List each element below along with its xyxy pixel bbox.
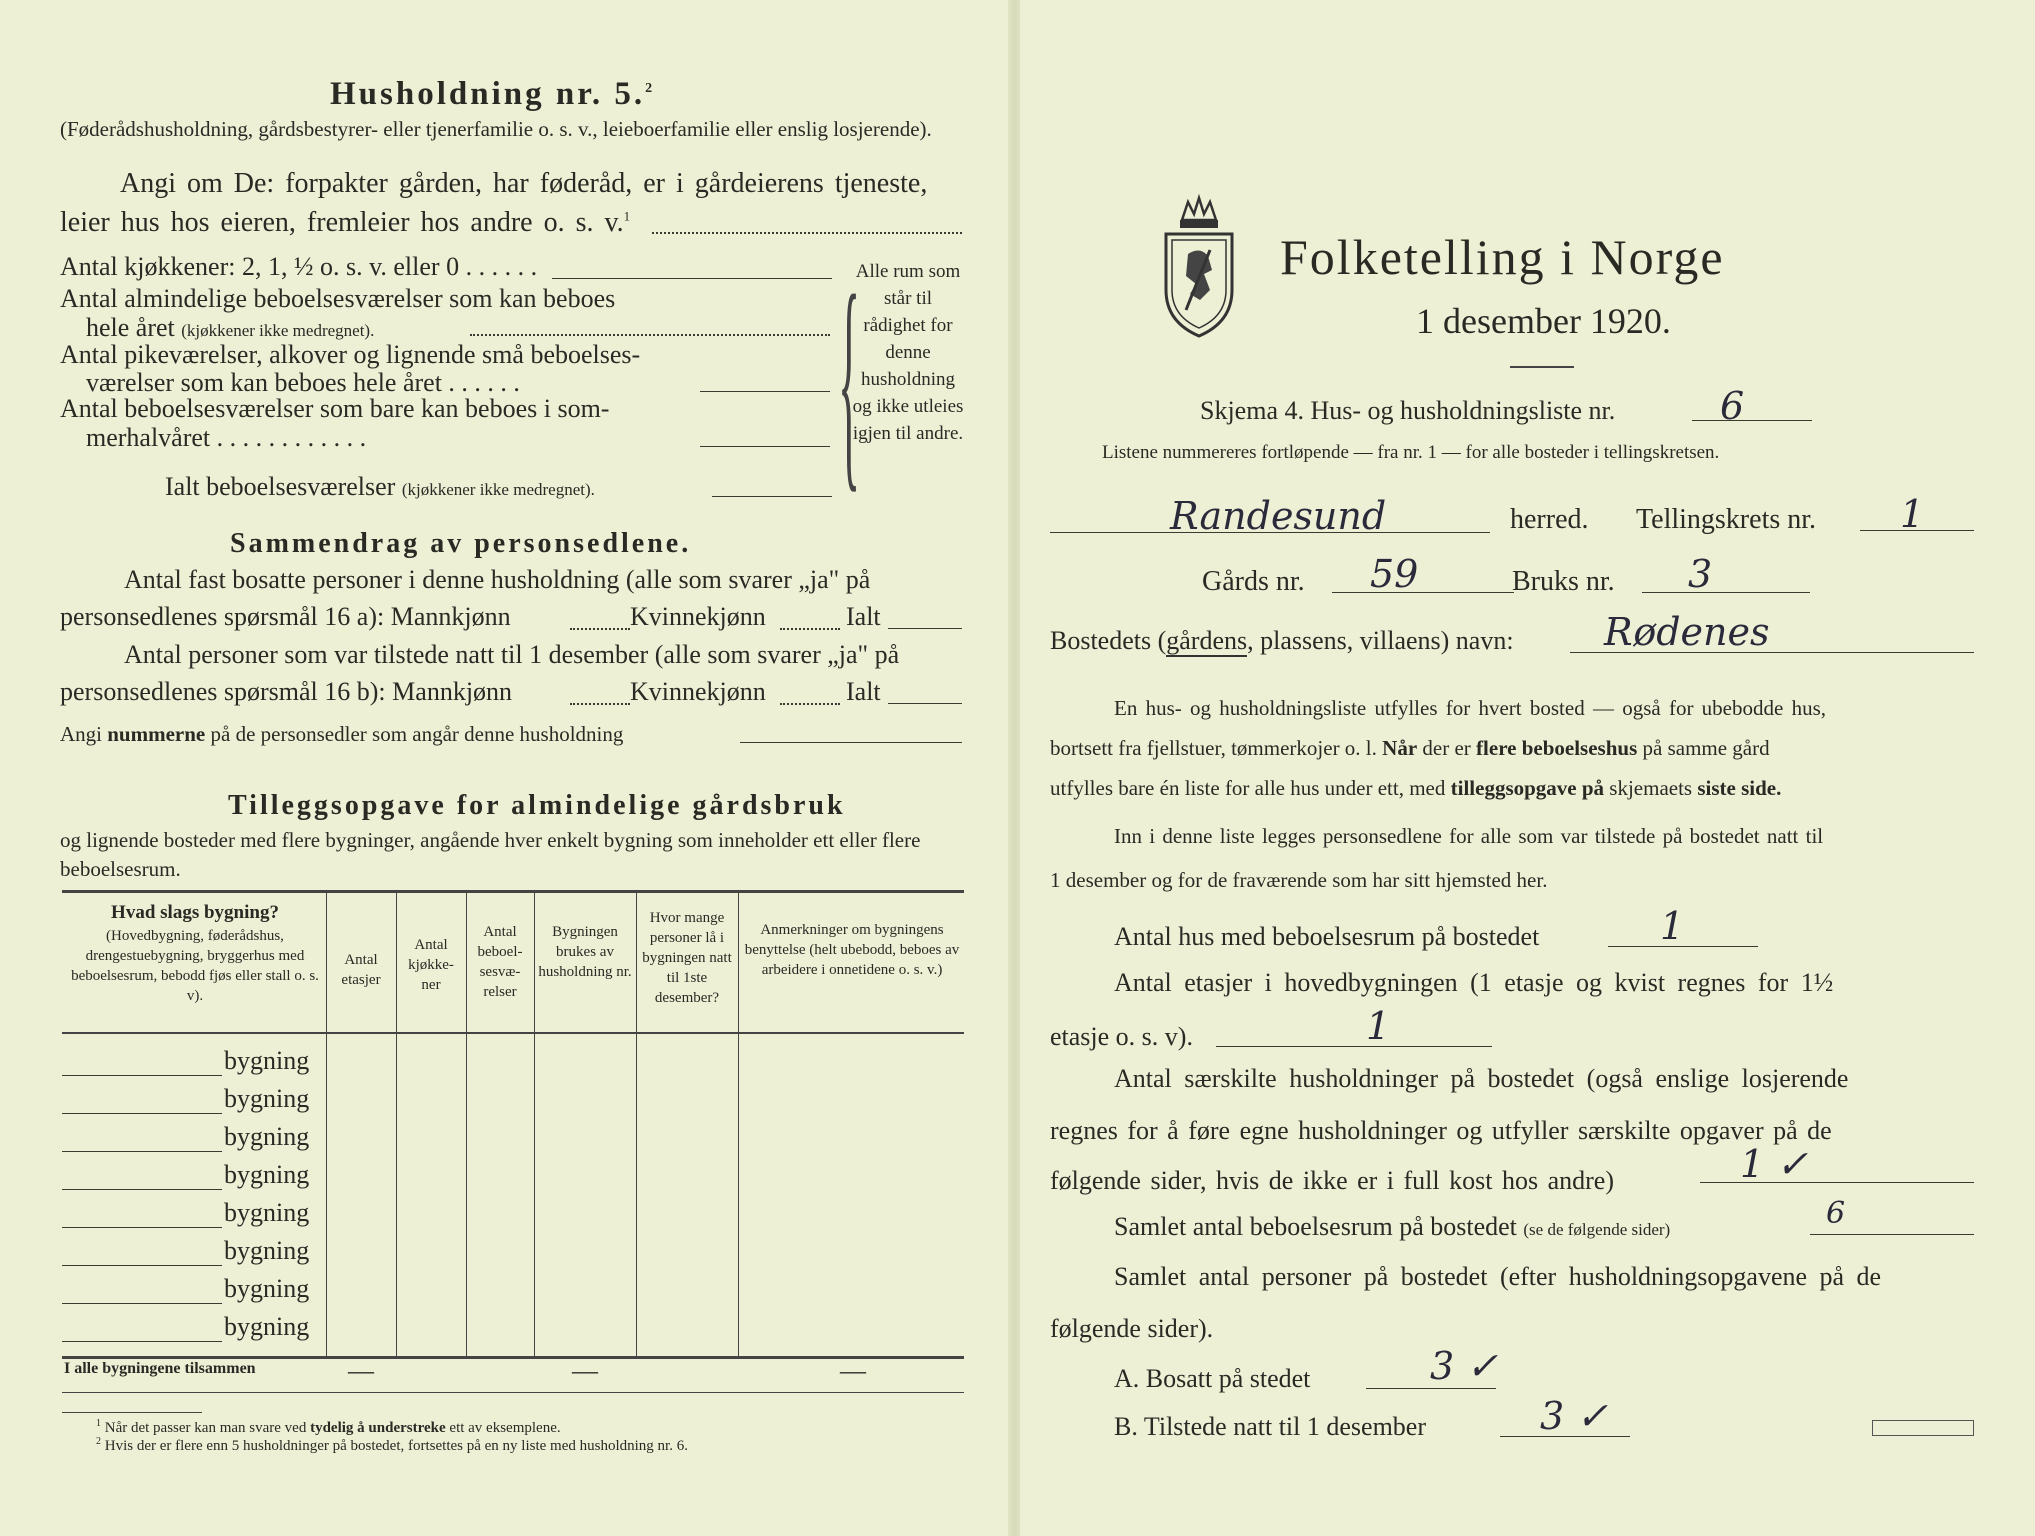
left-page xyxy=(0,0,1012,1536)
table-row-field[interactable] xyxy=(62,1113,222,1114)
present-female-label: Kvinnekjønn xyxy=(630,677,766,706)
summary-fast-line-1: Antal fast bosatte personer i denne husholdning (alle som svarer „ja" på xyxy=(124,565,871,594)
col-persons-header: Hvor mange personer lå i bygningen natt til 1ste desember? xyxy=(642,910,732,1006)
ordinary-rooms-label-1: Antal almindelige beboelsesværelser som kan beboes xyxy=(60,284,616,313)
intro-line-2: leier hus hos eieren, fremleier hos andre o. s. v.$^1$ xyxy=(60,207,631,238)
fast-female-field[interactable] xyxy=(780,628,840,630)
footnote-rule xyxy=(62,1412,202,1413)
fast-female-label: Kvinnekjønn xyxy=(630,602,766,631)
present-value: 3 ✓ xyxy=(1540,1394,1609,1438)
bruks-value: 3 xyxy=(1688,552,1713,596)
title-rule xyxy=(1510,366,1574,368)
col-rooms-header: Antal beboel- sesvæ- relser xyxy=(477,924,523,1000)
persons-label-2: følgende sider). xyxy=(1050,1314,1214,1343)
right-page xyxy=(1020,0,2035,1536)
table-bottom-rule xyxy=(62,1356,964,1359)
summer-rooms-label-2: merhalvåret . . . . . . . . . . . . xyxy=(86,423,367,452)
fast-total-label: Ialt xyxy=(846,602,881,631)
table-row-field[interactable] xyxy=(62,1227,222,1228)
maid-rooms-answer-line[interactable] xyxy=(700,391,830,392)
gards-field-line[interactable] xyxy=(1332,592,1514,593)
table-total-label: I alle bygningene tilsammen xyxy=(64,1360,256,1377)
table-row-label: bygning xyxy=(224,1274,310,1303)
resident-field-line[interactable] xyxy=(1366,1388,1496,1389)
table-total-rule xyxy=(62,1392,964,1393)
maid-rooms-label-2: værelser som kan beboes hele året . . . . . . xyxy=(86,368,520,397)
krets-value: 1 xyxy=(1900,492,1925,536)
table-row-field[interactable] xyxy=(62,1075,222,1076)
present-male-field[interactable] xyxy=(570,703,630,705)
present-female-field[interactable] xyxy=(780,703,840,705)
intro-answer-line[interactable] xyxy=(652,232,962,234)
table-row-field[interactable] xyxy=(62,1341,222,1342)
instructions-line-3: utfylles bare én liste for alle hus under ett, med tilleggsopgave på skjemaets siste side. xyxy=(1050,776,1782,800)
herred-value: Randesund xyxy=(1170,494,1387,538)
footnote-1: $^1$ Når det passer kan man svare ved tydelig å understreke ett av eksemplene. xyxy=(96,1418,561,1436)
printer-stamp xyxy=(1872,1420,1974,1436)
intro-line-1: Angi om De: forpakter gården, har føderåd, er i gårdeierens tjeneste, xyxy=(120,168,928,199)
supplement-text: og lignende bosteder med flere bygninger, angående hver enkelt bygning som inneholder ett eller flere beboelsesrum. xyxy=(60,828,921,881)
col-kitchens-header: Antal kjøkke- ner xyxy=(408,937,454,993)
present-total-label: Ialt xyxy=(846,677,881,706)
total-floors-dash: — xyxy=(348,1356,374,1385)
census-title: Folketelling i Norge xyxy=(1280,229,1725,285)
rooms-bracket: { xyxy=(838,246,861,512)
norway-coat-of-arms-icon xyxy=(1160,190,1238,340)
rooms-total-field-line[interactable] xyxy=(1810,1234,1974,1235)
total-used-by-dash: — xyxy=(572,1356,598,1385)
rooms-bracket-note: Alle rum som står til rådighet for denne husholdning og ikke utleies igjen til andre. xyxy=(852,261,964,444)
person-numbers-field[interactable] xyxy=(740,742,962,743)
summer-rooms-label-1: Antal beboelsesværelser som bare kan beboes i som- xyxy=(60,394,610,423)
table-col-rule xyxy=(396,892,397,1356)
instructions-line-5: 1 desember og for de fraværende som har sitt hjemsted her. xyxy=(1050,868,1548,892)
instructions-line-1: En hus- og husholdningsliste utfylles for hvert bosted — også for ubebodde hus, xyxy=(1114,696,1826,720)
table-col-rule xyxy=(466,892,467,1356)
present-total-field[interactable] xyxy=(888,703,962,704)
households-label-1: Antal særskilte husholdninger på bostedet (også enslige losjerende xyxy=(1114,1064,1849,1093)
table-row-field[interactable] xyxy=(62,1189,222,1190)
ordinary-rooms-label-2: hele året (kjøkkener ikke medregnet). xyxy=(86,313,375,342)
schema-label: Skjema 4. Hus- og husholdningsliste nr. xyxy=(1200,396,1616,425)
table-row-field[interactable] xyxy=(62,1265,222,1266)
houses-label: Antal hus med beboelsesrum på bostedet xyxy=(1114,922,1540,951)
rooms-total-label: Samlet antal beboelsesrum på bostedet (se de følgende sider) xyxy=(1114,1212,1671,1241)
total-rooms-label: Ialt beboelsesværelser (kjøkkener ikke medregnet). xyxy=(165,472,595,501)
table-header-rule xyxy=(62,1032,964,1034)
households-label-2: regnes for å føre egne husholdninger og utfyller særskilte opgaver på de xyxy=(1050,1116,1832,1145)
schema-field-line[interactable] xyxy=(1692,420,1812,421)
table-row-label: bygning xyxy=(224,1236,310,1265)
floors-label-1: Antal etasjer i hovedbygningen (1 etasje og kvist regnes for 1½ xyxy=(1114,968,1834,997)
total-rooms-answer-line[interactable] xyxy=(712,496,832,497)
table-row-label: bygning xyxy=(224,1122,310,1151)
schema-value: 6 xyxy=(1720,384,1745,428)
resident-label: A. Bosatt på stedet xyxy=(1114,1364,1311,1393)
households-label-3: følgende sider, hvis de ikke er i full kost hos andre) xyxy=(1050,1166,1614,1195)
table-top-rule xyxy=(62,890,964,893)
household-title: Husholdning nr. 5.$^2$ xyxy=(330,76,656,112)
gards-label: Gårds nr. xyxy=(1202,566,1305,597)
resident-value: 3 ✓ xyxy=(1430,1344,1499,1388)
col-floors-header: Antal etasjer xyxy=(341,952,381,988)
table-col-rule xyxy=(636,892,637,1356)
bruks-label: Bruks nr. xyxy=(1512,566,1615,597)
fast-male-field[interactable] xyxy=(570,628,630,630)
table-row-label: bygning xyxy=(224,1160,310,1189)
table-row-label: bygning xyxy=(224,1198,310,1227)
households-value: 1 ✓ xyxy=(1740,1142,1809,1186)
col-used-by-header: Bygningen brukes av husholdning nr. xyxy=(538,924,632,980)
ordinary-rooms-answer-line[interactable] xyxy=(470,334,830,336)
table-col-rule xyxy=(738,892,739,1356)
summary-present-line-1: Antal personer som var tilstede natt til 1 desember (alle som svarer „ja" på xyxy=(124,640,900,669)
rooms-total-value: 6 xyxy=(1826,1196,1846,1231)
present-label: B. Tilstede natt til 1 desember xyxy=(1114,1412,1426,1441)
summary-heading: Sammendrag av personsedlene. xyxy=(230,528,692,559)
person-numbers-label: Angi nummerne på de personsedler som angår denne husholdning xyxy=(60,722,624,746)
table-row-field[interactable] xyxy=(62,1303,222,1304)
persons-label-1: Samlet antal personer på bostedet (efter husholdningsopgavene på de xyxy=(1114,1262,1882,1291)
instructions-line-4: Inn i denne liste legges personsedlene for alle som var tilstede på bostedet natt til xyxy=(1114,824,1824,848)
floors-field-line[interactable] xyxy=(1216,1046,1492,1047)
table-row-label: bygning xyxy=(224,1312,310,1341)
table-col-rule xyxy=(326,892,327,1356)
table-row-label: bygning xyxy=(224,1084,310,1113)
floors-label-2: etasje o. s. v). xyxy=(1050,1022,1193,1051)
krets-label: Tellingskrets nr. xyxy=(1636,504,1817,535)
table-row-field[interactable] xyxy=(62,1151,222,1152)
instructions-line-2: bortsett fra fjellstuer, tømmerkojer o. l. Når der er flere beboelseshus på samme gård xyxy=(1050,736,1770,760)
bosted-value: Rødenes xyxy=(1604,610,1770,654)
bosted-label: Bostedets (gårdens, plassens, villaens) navn: xyxy=(1050,626,1514,655)
col-building-title: Hvad slags bygning? xyxy=(111,902,279,923)
gards-value: 59 xyxy=(1370,552,1419,596)
summary-present-line-2: personsedlenes spørsmål 16 b): Mannkjønn xyxy=(60,677,513,706)
summer-rooms-answer-line[interactable] xyxy=(700,446,830,447)
col-remarks-header: Anmerkninger om bygningens benyttelse (helt ubebodd, beboes av arbeidere i onnetidene o. s. v.) xyxy=(744,922,960,978)
census-date: 1 desember 1920. xyxy=(1416,301,1671,341)
total-remarks-dash: — xyxy=(840,1356,866,1385)
table-row-label: bygning xyxy=(224,1046,310,1075)
supplement-heading: Tilleggsopgave for almindelige gårdsbruk xyxy=(228,790,846,821)
floors-value: 1 xyxy=(1366,1004,1391,1048)
summary-fast-line-2: personsedlenes spørsmål 16 a): Mannkjønn xyxy=(60,602,511,631)
fast-total-field[interactable] xyxy=(888,628,962,629)
footnote-2: $^2$ Hvis der er flere enn 5 husholdninger på bostedet, fortsettes på en ny liste med husholdning nr. 6. xyxy=(96,1436,688,1454)
kitchens-label: Antal kjøkkener: 2, 1, ½ o. s. v. eller 0 . . . . . . xyxy=(60,252,538,281)
household-subtitle: (Føderådshusholdning, gårdsbestyrer- eller tjenerfamilie o. s. v., leieboerfamilie eller enslig losjerende). xyxy=(60,117,932,141)
col-building-desc: (Hovedbygning, føderådshus, drengestuebygning, bryggerhus med beboelsesrum, bebodd fjøs eller stall o. s. v). xyxy=(71,928,319,1004)
bruks-field-line[interactable] xyxy=(1642,592,1810,593)
table-col-rule xyxy=(534,892,535,1356)
kitchens-answer-line[interactable] xyxy=(552,278,832,279)
herred-label: herred. xyxy=(1510,504,1589,535)
maid-rooms-label-1: Antal pikeværelser, alkover og lignende små beboelses- xyxy=(60,340,641,369)
houses-value: 1 xyxy=(1660,904,1685,948)
list-note: Listene nummereres fortløpende — fra nr. 1 — for alle bosteder i tellingskretsen. xyxy=(1102,442,1720,463)
